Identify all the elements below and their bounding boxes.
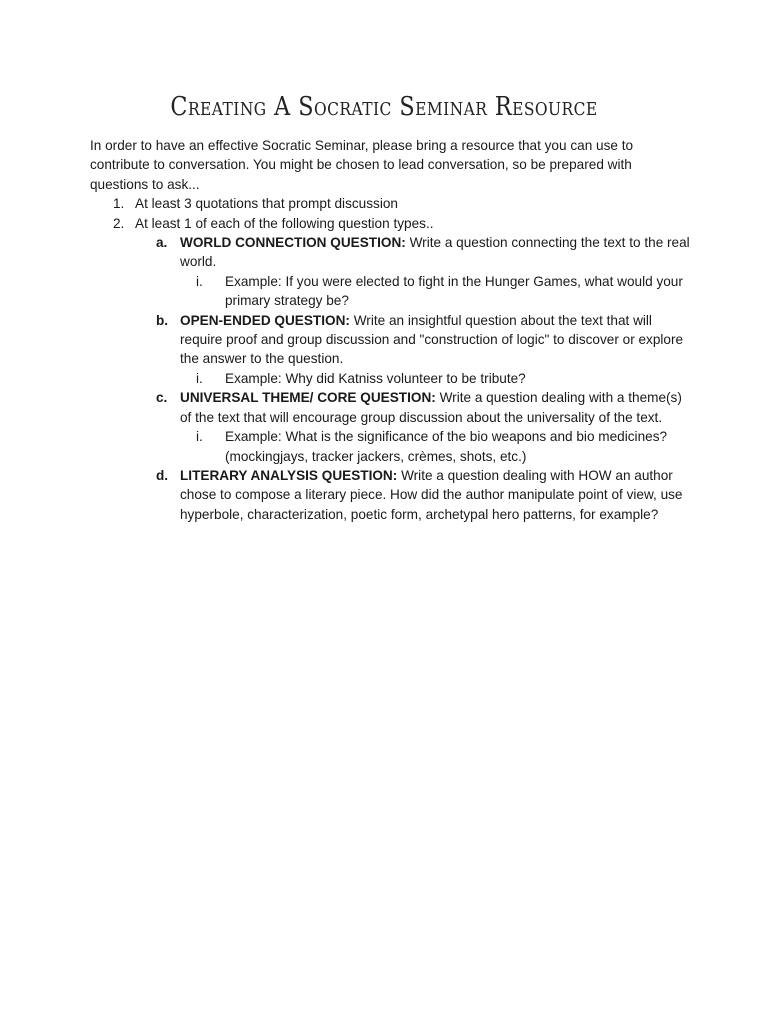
question-type-description: Write a question dealing with a theme(s) of the text that will encourage group discussion about the universality of the text.	[180, 390, 682, 425]
question-type-description: Write a question dealing with HOW an author chose to compose a literary piece. How did the author manipulate point of view, use hyperbole, characterization, poetic form, archetypal hero patterns, for example?	[180, 467, 683, 522]
question-type-heading: WORLD CONNECTION QUESTION:	[180, 235, 406, 251]
document-title: Creating A Socratic Seminar Resource	[170, 92, 598, 122]
list-item-text: At least 1 of each of the following question types..	[135, 215, 434, 231]
question-type-heading: LITERARY ANALYSIS QUESTION:	[180, 467, 398, 483]
example-item	[196, 272, 690, 311]
list-item-text: At least 3 quotations that prompt discussion	[135, 196, 398, 212]
list-marker: 1.	[113, 196, 125, 212]
question-type-heading: UNIVERSAL THEME/ CORE QUESTION:	[180, 390, 436, 406]
example-list	[180, 369, 690, 388]
list-item-2	[113, 214, 690, 525]
question-type-world-connection	[156, 233, 690, 311]
sublist-marker: a.	[156, 235, 168, 251]
example-item	[196, 427, 690, 466]
intro-paragraph: In order to have an effective Socratic Seminar, please bring a resource that you can use to contribute to conversation. You might be chosen to lead conversation, so be prepared with questions to ask...	[90, 138, 634, 192]
list-item-1	[113, 194, 690, 213]
example-marker: i.	[196, 370, 203, 386]
question-type-list	[135, 233, 690, 524]
example-item	[196, 369, 690, 388]
numbered-list	[90, 194, 690, 524]
example-text: Example: Why did Katniss volunteer to be tribute?	[225, 370, 526, 386]
question-type-universal-theme	[156, 388, 690, 466]
example-text: Example: If you were elected to fight in the Hunger Games, what would your primary strategy be?	[225, 273, 683, 309]
question-type-description: Write a question connecting the text to the real world.	[180, 235, 690, 270]
example-list	[180, 272, 690, 311]
question-type-literary-analysis	[156, 466, 690, 524]
question-type-heading: OPEN-ENDED QUESTION:	[180, 312, 350, 328]
sublist-marker: d.	[156, 467, 169, 483]
example-marker: i.	[196, 273, 203, 289]
example-text: Example: What is the significance of the bio weapons and bio medicines? (mockingjays, tracker jackers, crèmes, shots, etc.)	[225, 429, 668, 464]
question-type-open-ended	[156, 311, 690, 389]
document-body	[90, 136, 690, 524]
question-type-description: Write an insightful question about the text that will require proof and group discussion and "construction of logic" to discover or explore the answer to the question.	[180, 312, 684, 367]
example-list	[180, 427, 690, 466]
example-marker: i.	[196, 429, 203, 445]
sublist-marker: c.	[156, 390, 168, 406]
list-marker: 2.	[113, 215, 125, 231]
sublist-marker: b.	[156, 312, 169, 328]
